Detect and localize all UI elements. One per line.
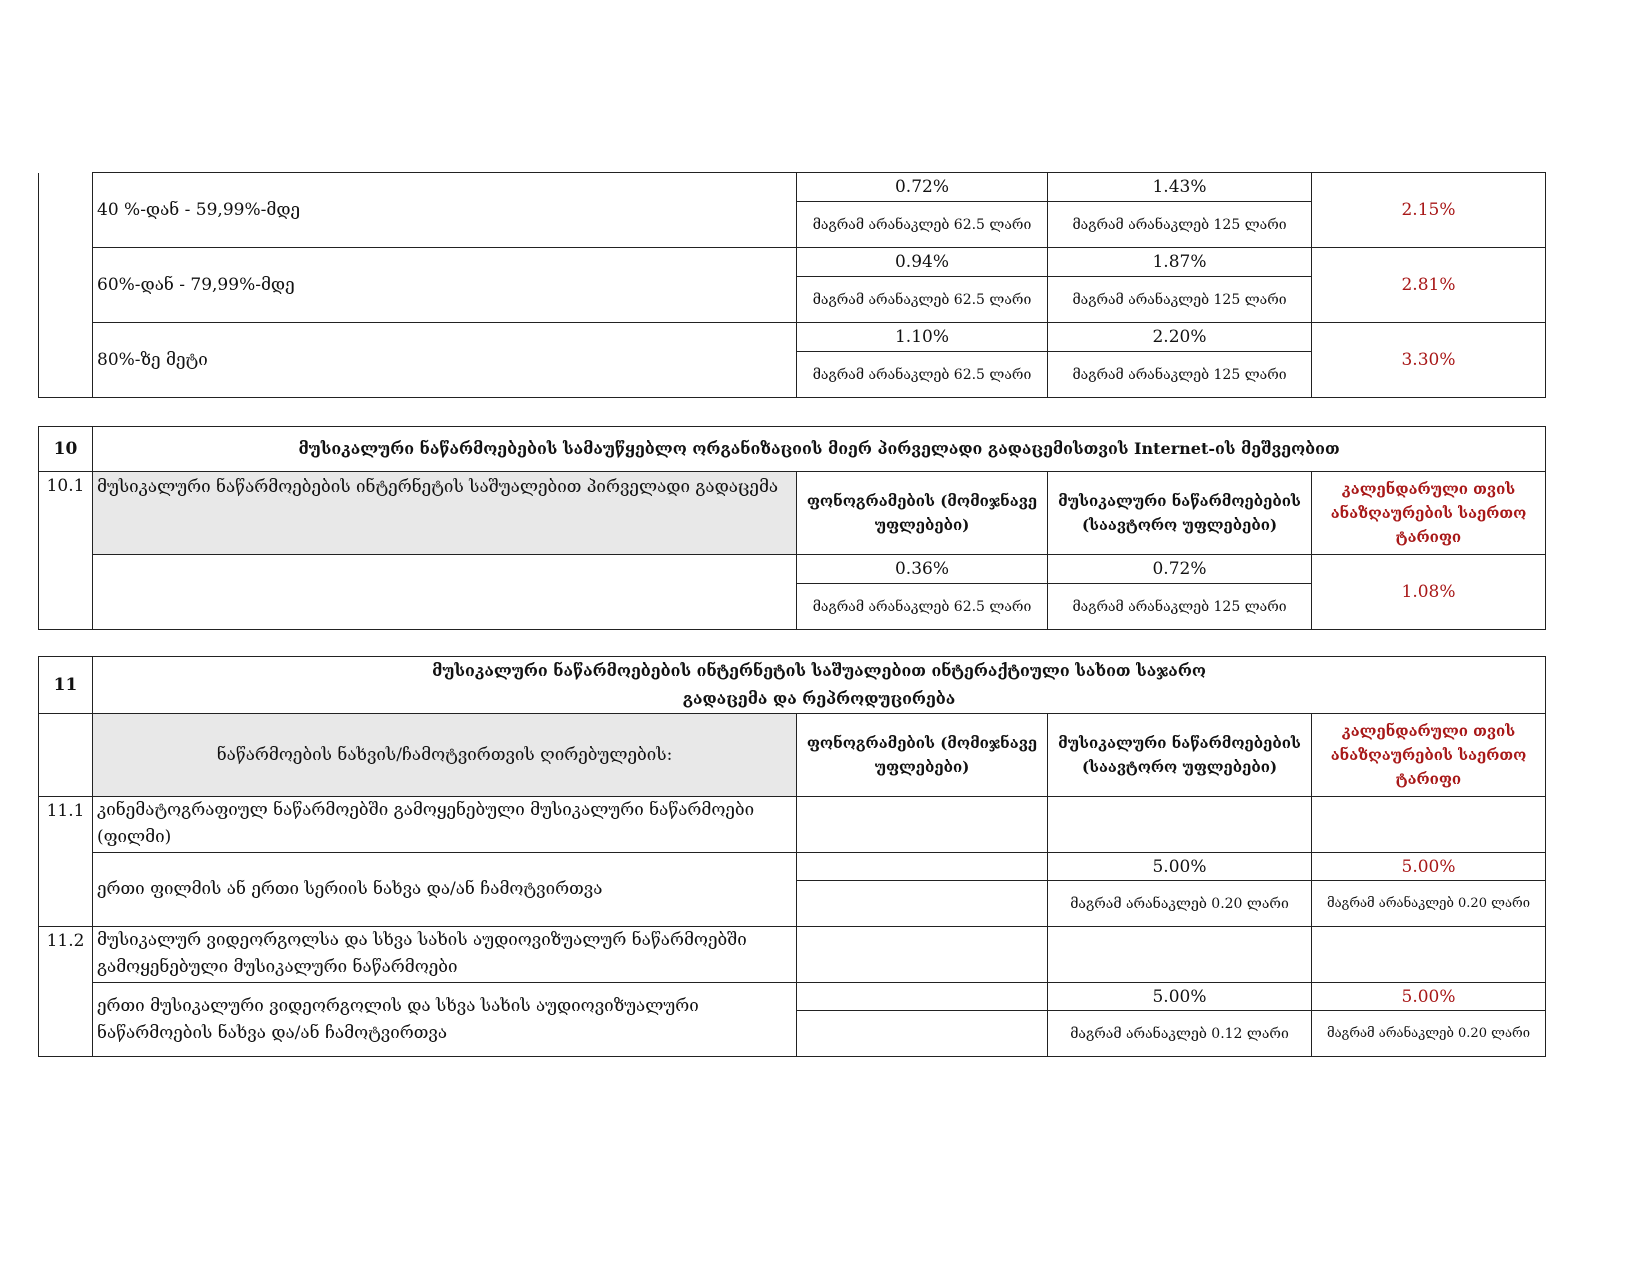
total-minimum: მაგრამ არანაკლებ 0.20 ლარი [1312,881,1546,927]
table-row [39,983,1546,1011]
section-number: 11 [39,657,93,714]
section-number: 10 [39,427,93,472]
author-percent: 5.00% [1048,853,1312,881]
section-title-line-1: მუსიკალური ნაწარმოებების ინტერნეტის საშუალებით ინტერაქტიული სახით საჯარო [432,661,1206,680]
table-row [39,555,1546,584]
tariff-table-continued [38,172,1546,398]
subsection-number: 11.1 [39,797,93,927]
table-row [39,248,1546,277]
table-row [39,323,1546,352]
total-tariff: 2.15% [1312,173,1546,248]
column-header-phonogram: ფონოგრამების (მომიჯნავე უფლებები) [797,714,1048,797]
total-minimum: მაგრამ არანაკლებ 0.20 ლარი [1312,1011,1546,1057]
row-label: 40 %-დან - 59,99%-მდე [93,173,797,248]
column-header-phonogram: ფონოგრამების (მომიჯნავე უფლებები) [797,472,1048,555]
empty-cell [1048,927,1312,983]
phonogram-minimum: მაგრამ არანაკლებ 62.5 ლარი [797,202,1048,248]
column-header-author: მუსიკალური ნაწარმოებების (საავტორო უფლებები) [1048,714,1312,797]
author-minimum: მაგრამ არანაკლებ 125 ლარი [1048,202,1312,248]
row-label: ერთი მუსიკალური ვიდეორგოლის და სხვა სახის აუდიოვიზუალური ნაწარმოების ნახვა და/ან ჩამოტვირთვა [93,983,797,1057]
section-10-table [38,426,1546,630]
section-title [93,657,1546,714]
row-label: 80%-ზე მეტი [93,323,797,398]
row-label: ერთი ფილმის ან ერთი სერიის ნახვა და/ან ჩამოტვირთვა [93,853,797,927]
section-title: მუსიკალური ნაწარმოებების სამაუწყებლო ორგანიზაციის მიერ პირველადი გადაცემისთვის Internet-ის მეშვეობით [93,427,1546,472]
phonogram-minimum: მაგრამ არანაკლებ 62.5 ლარი [797,277,1048,323]
empty-cell [1048,797,1312,853]
phonogram-percent: 0.72% [797,173,1048,202]
empty-cell [797,797,1048,853]
total-percent: 5.00% [1312,853,1546,881]
section-header-row [39,657,1546,714]
empty-cell [39,714,93,797]
author-minimum: მაგრამ არანაკლებ 125 ლარი [1048,277,1312,323]
empty-cell [797,1011,1048,1057]
author-percent: 2.20% [1048,323,1312,352]
author-percent: 0.72% [1048,555,1312,584]
empty-cell [797,983,1048,1011]
total-percent: 5.00% [1312,983,1546,1011]
empty-cell [797,853,1048,881]
total-tariff: 2.81% [1312,248,1546,323]
section-11-table [38,656,1546,1057]
author-minimum: მაგრამ არანაკლებ 125 ლარი [1048,352,1312,398]
section-number-cell [39,173,93,398]
phonogram-minimum: მაგრამ არანაკლებ 62.5 ლარი [797,352,1048,398]
column-header-label: ნაწარმოების ნახვის/ჩამოტვირთვის ღირებულების: [93,714,797,797]
total-tariff: 3.30% [1312,323,1546,398]
subsection-heading: კინემატოგრაფიულ ნაწარმოებში გამოყენებული მუსიკალური ნაწარმოები (ფილმი) [93,797,797,853]
table-row [39,853,1546,881]
section-title-line-2: გადაცემა და რეპროდუცირება [682,689,956,708]
table-row [39,173,1546,202]
column-header-row [39,714,1546,797]
table-row [39,797,1546,853]
empty-cell [797,881,1048,927]
empty-cell [1312,797,1546,853]
subsection-label: მუსიკალური ნაწარმოებების ინტერნეტის საშუალებით პირველადი გადაცემა [93,472,797,555]
column-header-author: მუსიკალური ნაწარმოებების (საავტორო უფლებები) [1048,472,1312,555]
empty-cell [797,927,1048,983]
table-row [39,927,1546,983]
author-percent: 1.87% [1048,248,1312,277]
empty-cell [1312,927,1546,983]
section-header-row [39,427,1546,472]
subsection-number: 10.1 [39,472,93,630]
empty-cell [93,555,797,630]
column-header-total: კალენდარული თვის ანაზღაურების საერთო ტარიფი [1312,714,1546,797]
column-header-total: კალენდარული თვის ანაზღაურების საერთო ტარიფი [1312,472,1546,555]
author-minimum: მაგრამ არანაკლებ 125 ლარი [1048,584,1312,630]
author-minimum: მაგრამ არანაკლებ 0.12 ლარი [1048,1011,1312,1057]
subsection-number: 11.2 [39,927,93,1057]
phonogram-percent: 0.94% [797,248,1048,277]
row-label: 60%-დან - 79,99%-მდე [93,248,797,323]
column-header-row [39,472,1546,555]
phonogram-percent: 1.10% [797,323,1048,352]
author-percent: 1.43% [1048,173,1312,202]
total-tariff: 1.08% [1312,555,1546,630]
phonogram-minimum: მაგრამ არანაკლებ 62.5 ლარი [797,584,1048,630]
subsection-heading: მუსიკალურ ვიდეორგოლსა და სხვა სახის აუდიოვიზუალურ ნაწარმოებში გამოყენებული მუსიკალური ნაწარმოები [93,927,797,983]
phonogram-percent: 0.36% [797,555,1048,584]
author-percent: 5.00% [1048,983,1312,1011]
author-minimum: მაგრამ არანაკლებ 0.20 ლარი [1048,881,1312,927]
